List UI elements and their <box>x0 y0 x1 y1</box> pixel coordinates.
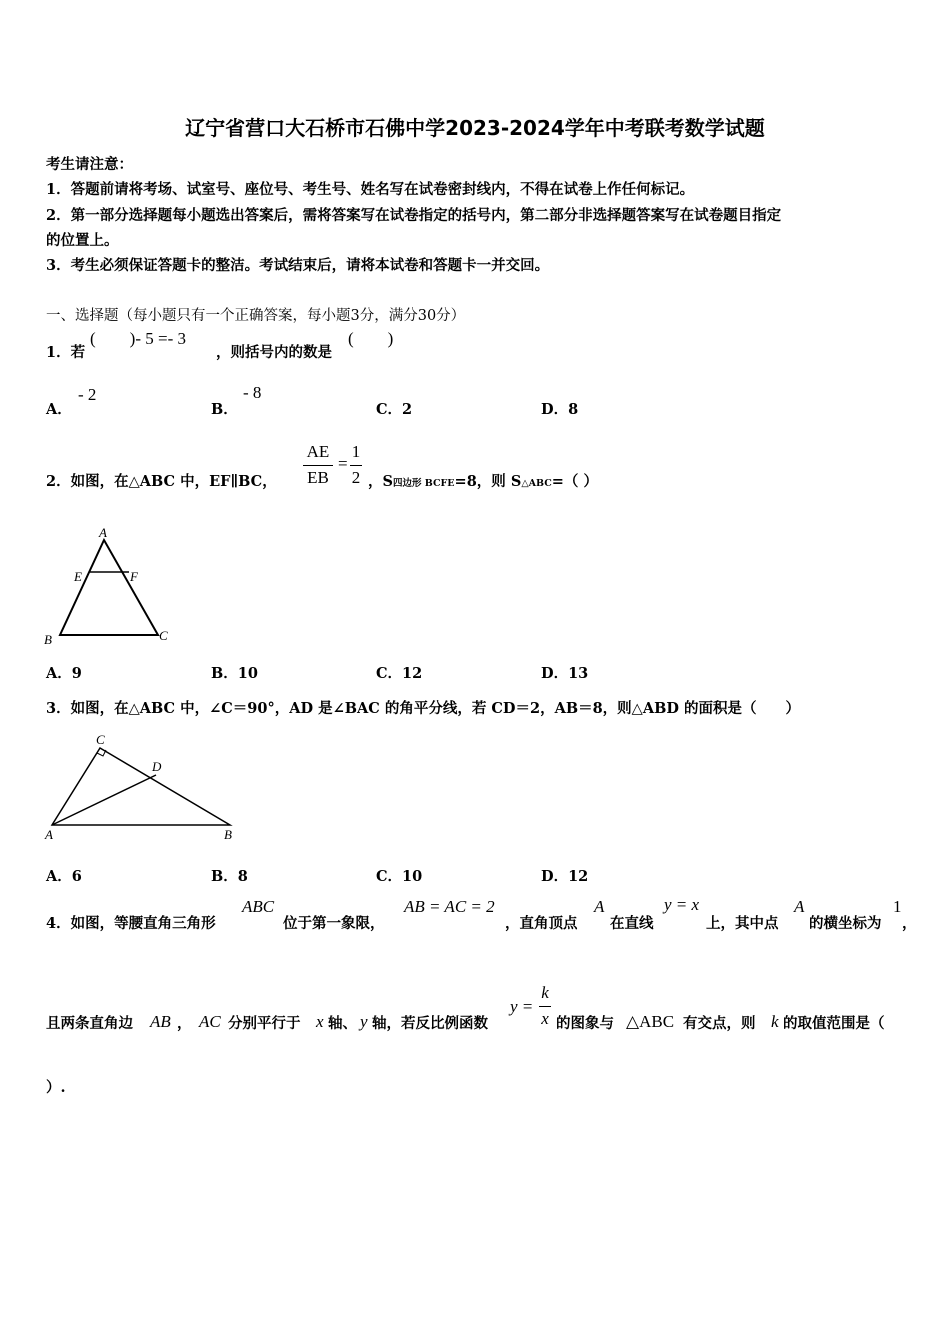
q3-option-a: A．6 <box>46 868 82 885</box>
q2-label-e: E <box>74 569 82 584</box>
q2-fraction2-denominator: 2 <box>351 468 361 487</box>
q4-math-one: 1 <box>893 897 902 916</box>
q3-label-d: D <box>152 759 162 774</box>
q4-line3: ）. <box>46 1079 66 1096</box>
q1-option-a-label: A． <box>46 401 72 418</box>
q4-math-y-equals: y = <box>510 997 534 1016</box>
q2-triangle <box>60 540 158 635</box>
notice-item: 的位置上。 <box>46 232 119 249</box>
q1-option-d: D．8 <box>541 401 579 418</box>
q2-label-f: F <box>130 569 138 584</box>
q2-equals: = <box>338 454 348 473</box>
q4-math-y: y <box>360 1012 368 1031</box>
q1-mid: ，则括号内的数是 <box>216 344 332 361</box>
q2-label-a: A <box>99 525 107 540</box>
q3-label-b: B <box>224 827 232 842</box>
q4-text-2: 位于第一象限， <box>283 915 385 932</box>
q3-label-c: C <box>96 732 105 747</box>
notice-item: 3．考生必须保证答题卡的整洁。考试结束后，请将本试卷和答题卡一并交回。 <box>46 257 550 274</box>
q4-line2-text-5: 轴，若反比例函数 <box>372 1015 488 1032</box>
q4-text-1: 4．如图，等腰直角三角形 <box>46 915 216 932</box>
q4-line2-text-8: 的取值范围是（ <box>783 1015 885 1032</box>
q4-fraction-denominator: x <box>541 1009 549 1028</box>
q2-triangle-figure <box>40 522 180 647</box>
q2-fraction2-bar <box>350 465 362 466</box>
q4-math-a2: A <box>794 897 805 916</box>
q4-line2-text-3: 分别平行于 <box>228 1015 301 1032</box>
q4-math-ab-ac: AB = AC = 2 <box>404 897 495 916</box>
q3-text: 3．如图，在△ABC 中，∠C＝90°，AD 是∠BAC 的角平分线，若 CD＝2，AB＝8，则△ABD 的面积是（ ） <box>46 700 800 717</box>
q1-prefix: 1．若 <box>46 344 86 361</box>
q3-option-b: B．8 <box>211 868 248 885</box>
q4-math-line: y = x <box>664 895 700 914</box>
q1-expression: ( )- 5 =- 3 <box>90 329 186 348</box>
q4-line2-text-1: 且两条直角边 <box>46 1015 133 1032</box>
q2-condition: ，S四边形 BCFE=8，则 S△ABC=（ ） <box>368 473 598 490</box>
q1-option-b-label: B． <box>211 401 238 418</box>
q2-fraction-numerator: AE <box>306 442 330 461</box>
page-title: 辽宁省营口大石桥市石佛中学2023-2024学年中考联考数学试题 <box>185 116 765 140</box>
q2-label-c: C <box>159 628 168 643</box>
q1-option-a-value: - 2 <box>78 385 97 404</box>
q4-line2-text-2: ， <box>177 1015 192 1032</box>
q4-math-ac: AC <box>199 1012 221 1031</box>
q4-math-x: x <box>316 1012 324 1031</box>
q2-option-b: B．10 <box>211 665 258 682</box>
q3-triangle-figure <box>40 728 250 846</box>
q4-text-6: 的横坐标为 <box>809 915 882 932</box>
q2-fraction-bar <box>303 465 333 466</box>
q4-text-4: 在直线 <box>610 915 654 932</box>
q4-text-3: ，直角顶点 <box>505 915 578 932</box>
q4-text-7: ， <box>902 915 917 932</box>
q4-fraction-bar <box>539 1006 551 1007</box>
q1-option-b-value: - 8 <box>243 383 262 402</box>
q2-prefix: 2．如图，在△ABC 中，EF∥BC， <box>46 473 277 490</box>
q4-fraction-numerator: k <box>541 983 549 1002</box>
q3-triangle <box>52 748 230 825</box>
q1-option-c: C．2 <box>376 401 413 418</box>
q2-label-b: B <box>44 632 52 647</box>
q4-math-abc: ABC <box>242 897 275 916</box>
q1-paren: ( ) <box>348 329 394 348</box>
section-heading: 一、选择题（每小题只有一个正确答案，每小题3分，满分30分） <box>46 308 466 324</box>
q3-option-c: C．10 <box>376 868 423 885</box>
q2-option-d: D．13 <box>541 665 589 682</box>
q3-option-d: D．12 <box>541 868 589 885</box>
q4-text-5: 上，其中点 <box>706 915 779 932</box>
q4-math-a: A <box>594 897 605 916</box>
q4-math-triangle: △ABC <box>626 1012 675 1031</box>
q4-math-k: k <box>771 1012 779 1031</box>
notice-item: 1．答题前请将考场、试室号、座位号、考生号、姓名写在试卷密封线内，不得在试卷上作任何标记。 <box>46 181 695 198</box>
q2-option-a: A．9 <box>46 665 82 682</box>
q3-label-a: A <box>45 827 53 842</box>
q2-option-c: C．12 <box>376 665 423 682</box>
q4-math-ab: AB <box>150 1012 171 1031</box>
q2-fraction2-numerator: 1 <box>351 442 361 461</box>
q4-line2-text-7: 有交点，则 <box>683 1015 756 1032</box>
q2-fraction-denominator: EB <box>307 468 329 487</box>
q4-line2-text-4: 轴、 <box>328 1015 357 1032</box>
notice-heading: 考生请注意： <box>46 156 133 173</box>
q4-line2-text-6: 的图象与 <box>556 1015 614 1032</box>
notice-item: 2．第一部分选择题每小题选出答案后，需将答案写在试卷指定的括号内，第二部分非选择题答案写在试卷题目指定 <box>46 207 782 224</box>
